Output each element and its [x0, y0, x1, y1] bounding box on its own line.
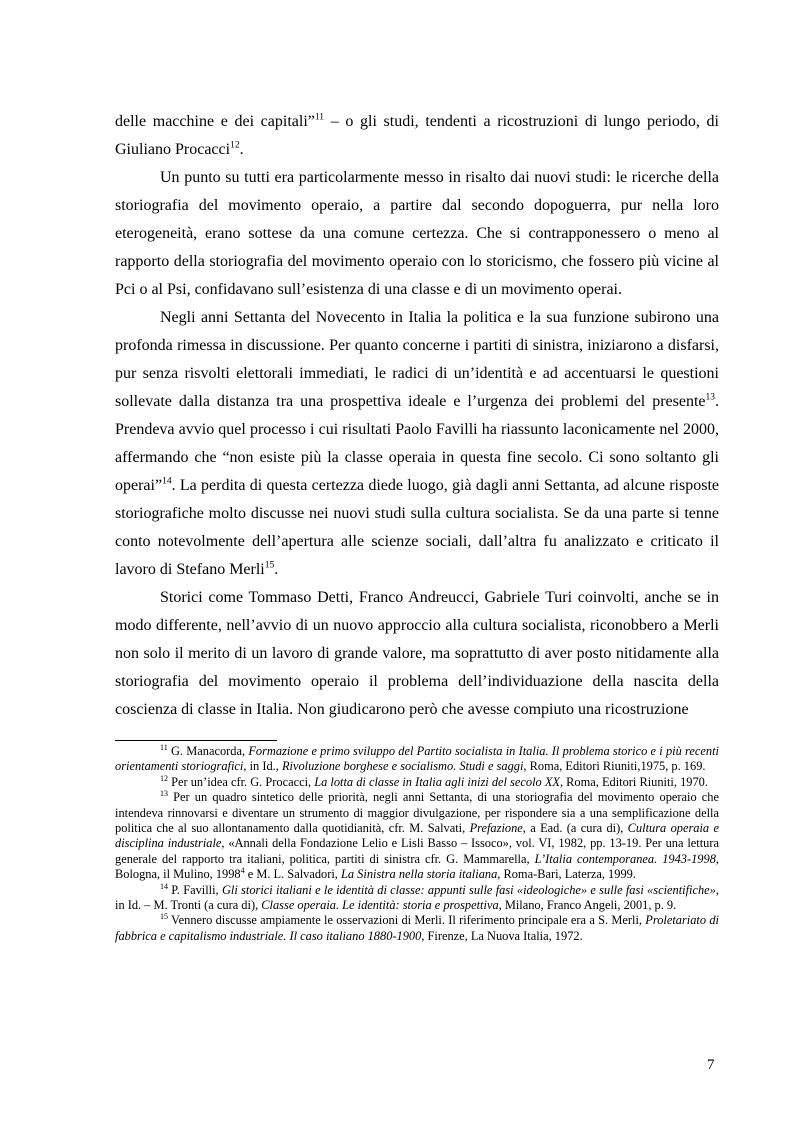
footnote-11: $^{11}$ G. Manacorda, Formazione e primo sviluppo del Partito socialista in Italia. Il problema storico e i più recenti orientamenti storiografici, in Id., Rivoluzione borghese e socialismo. Studi e saggi, Roma, Editori Riuniti,1975, p. 169. — [115, 742, 719, 774]
footnote-ref-12[interactable]: 12 — [230, 140, 240, 151]
page-number: 7 — [707, 1057, 715, 1073]
footnote-ref-11[interactable]: 11 — [314, 112, 325, 123]
footnote-ref-14[interactable]: 14 — [162, 476, 172, 487]
paragraph-3: Negli anni Settanta del Novecento in Italia la politica e la sua funzione subirono una profonda rimessa in discussione. Per quanto concerne i partiti di sinistra, iniziarono a disfarsi, pur senza risvolti elettorali immediati, le radici di un’identità e ad accentuarsi le questioni sollevate dalla distanza tra una prospettiva ideale e l’urgenza dei problemi del presente$^{13}$. Prendeva avvio quel processo i cui risultati Paolo Favilli ha riassunto laconicamente nel 2000, affermando che “non esiste più la classe operaia in questa fine secolo. Ci sono soltanto gli operai”$^{14}$. La perdita di questa certezza diede luogo, già dagli anni Settanta, ad alcune risposte storiografiche molto discusse nei nuovi studi sulla cultura socialista. Se da una parte si tenne conto notevolmente dell’apertura alle scienze sociali, dall’altra fu analizzato e criticato il lavoro di Stefano Merli$^{15}$. — [115, 309, 719, 578]
paragraph-1: delle macchine e dei capitali”$^{11}$ – o gli studi, tendenti a ricostruzioni di lungo periodo, di Giuliano Procacci$^{12}$. — [115, 112, 719, 158]
paragraph-2: Un punto su tutti era particolarmente messo in risalto dai nuovi studi: le ricerche della storiografia del movimento operaio, a partire dal secondo dopoguerra, pur nella loro eterogeneità, erano sottese da una comune certezza. Che si contrapponessero o meno al rapporto della storiografia del movimento operaio con lo storicismo, che fossero più vicine al Pci o al Psi, confidavano sull’esistenza di una classe e di un movimento operai. — [115, 169, 719, 298]
footnote-15: $^{15}$ Vennero discusse ampiamente le osservazioni di Merli. Il riferimento principale era a S. Merli, Proletariato di fabbrica e capitalismo industriale. Il caso italiano 1880-1900, Firenze, La Nuova Italia, 1972. — [115, 912, 719, 943]
footnote-ref-15[interactable]: 15 — [264, 560, 275, 571]
footnote-12: $^{12}$ Per un’idea cfr. G. Procacci, La lotta di classe in Italia agli inizi del secolo XX, Roma, Editori Riuniti, 1970. — [160, 773, 708, 789]
footnote-separator — [115, 740, 277, 741]
paragraph-4: Storici come Tommaso Detti, Franco Andreucci, Gabriele Turi coinvolti, anche se in modo differente, nell’avvio di un nuovo approccio alla cultura socialista, riconobbero a Merli non solo il merito di un lavoro di grande valore, ma soprattutto di aver posto nitidamente alla storiografia del movimento operaio il problema dell’individuazione della nascita della coscienza di classe in Italia. Non giudicarono però che avesse compiuto una ricostruzione — [115, 589, 719, 718]
footnote-13: $^{13}$ Per un quadro sintetico delle priorità, negli anni Settanta, di una storiografia del movimento operaio che intendeva rinnovarsi e diventare un strumento di maggior divulgazione, per rispondere sia a una semplificazione della politica che al suo allontanamento dalla quotidianità, cfr. M. Salvati, Prefazione, a Ead. (a cura di), Cultura operaia e disciplina industriale, «Annali della Fondazione Lelio e Lisli Basso – Issoco», vol. VI, 1982, pp. 13-19. Per una lettura generale del rapporto tra italiani, politica, partiti di sinistra cfr. G. Mammarella, L’Italia contemporanea. 1943-1998, Bologna, il Mulino, 1998$^4$ e M. L. Salvadori, La Sinistra nella storia italiana, Roma-Bari, Laterza, 1999. — [115, 789, 719, 882]
footnote-ref-13[interactable]: 13 — [705, 392, 715, 403]
footnote-14: $^{14}$ P. Favilli, Gli storici italiani e le identità di classe: appunti sulle fasi «ideologiche» e sulle fasi «scientifiche», in Id. – M. Tronti (a cura di), Classe operaia. Le identità: storia e prospettiva, Milano, Franco Angeli, 2001, p. 9. — [115, 881, 719, 913]
main-text — [115, 108, 719, 724]
footnotes — [115, 744, 719, 944]
